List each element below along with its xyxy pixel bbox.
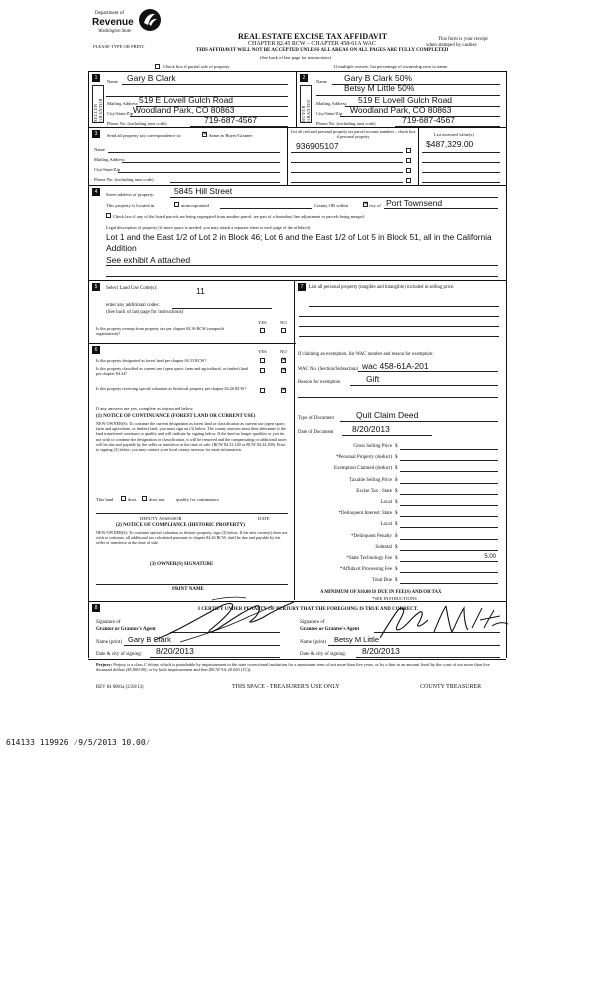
s3-phone-label: Phone No. (including area code)	[94, 177, 154, 182]
tax-row-label: Gross Selling Price	[353, 444, 392, 449]
legal-line2[interactable]: Addition	[106, 243, 137, 253]
land-use-see-back: (See back of last page for instructions)	[106, 310, 184, 315]
buyer-mailing-label: Mailing Address	[316, 101, 347, 106]
form-see-back: (See back of last page for instructions)	[260, 55, 331, 60]
form-chapter: CHAPTER 82.45 RCW – CHAPTER 458-61A WAC	[248, 41, 376, 47]
current-use-no-checkbox[interactable]	[281, 368, 286, 373]
reason-label: Reason for exemption	[298, 380, 341, 385]
legal-line1[interactable]: Lot 1 and the East 1/2 of Lot 2 in Block 46; Lot 6 and the East 1/2 of Lot 5 in Block 51, all in the California	[106, 232, 492, 242]
treasurer-space: THIS SPACE - TREASURER'S USE ONLY	[232, 684, 340, 690]
s3-name-label: Name	[94, 147, 105, 152]
seller-mailing-value[interactable]: 519 E Lovell Gulch Road	[139, 95, 234, 105]
grantee-name-label: Name (print)	[300, 640, 326, 645]
doc-type-label: Type of Document	[298, 416, 334, 421]
dept-line1: Department of	[95, 11, 125, 16]
forest-question: Is this property designated as forest land per chapter 84.33 RCW?	[96, 358, 207, 363]
tax-row-dollar: $	[395, 455, 398, 461]
historic-no-checkbox[interactable]	[281, 388, 286, 393]
section2-number: 2	[300, 74, 308, 82]
certify-statement: I CERTIFY UNDER PENALTY OF PERJURY THAT THE FOREGOING IS TRUE AND CORRECT.	[198, 607, 419, 612]
parcel-personal-checkbox-2[interactable]	[406, 158, 411, 163]
exemption-label: If claiming an exemption, list WAC number and reason for exemption:	[298, 352, 434, 357]
does-checkbox[interactable]	[121, 496, 126, 501]
does-label: does	[128, 497, 137, 502]
tax-row-dollar: $	[395, 500, 398, 505]
s3-mailing-label: Mailing Address	[94, 157, 125, 162]
seller-city-label: City/State/Zip	[107, 111, 134, 116]
if-yes-label: If any answers are yes, complete as instructed below.	[96, 406, 194, 411]
grantor-date-label: Date & city of signing:	[96, 652, 143, 657]
street-label: Street address of property:	[106, 192, 155, 197]
unincorporated-label: unincorporated	[181, 203, 209, 208]
tax-row-label: Total Due	[372, 578, 392, 584]
street-value[interactable]: 5845 Hill Street	[174, 186, 233, 196]
buyer-name-value2[interactable]: Betsy M Little 50%	[344, 83, 415, 93]
city-value[interactable]: Port Townsend	[386, 198, 443, 208]
forest-no-checkbox[interactable]	[281, 358, 286, 363]
tax-row-label: Excise Tax : State	[356, 488, 392, 494]
section3-number: 3	[92, 130, 100, 138]
forest-yes-checkbox[interactable]	[260, 358, 265, 363]
s6-no: NO	[280, 349, 287, 354]
perjury-notice	[96, 662, 504, 672]
perjury-label: Perjury:	[96, 662, 113, 667]
buyer-phone-label: Phone No. (including area code)	[316, 121, 376, 126]
city-checkbox[interactable]	[363, 202, 368, 207]
parcel-value[interactable]: 936905107	[296, 141, 339, 151]
grantor-signature	[150, 592, 300, 647]
parcel-personal-checkbox-3[interactable]	[406, 168, 411, 173]
notice2-title: (2) NOTICE OF COMPLIANCE (HISTORIC PROPERTY)	[116, 523, 245, 528]
doc-date-label: Date of Document	[298, 430, 334, 435]
does-not-checkbox[interactable]	[142, 496, 147, 501]
seller-name-label: Name	[107, 79, 118, 84]
s5-no: NO	[280, 320, 287, 325]
seller-grantor-tab: SELLER GRANTOR	[92, 85, 104, 123]
tax-row-dollar: $	[395, 466, 398, 472]
tax-row-dollar: $	[395, 567, 398, 573]
please-type: PLEASE TYPE OR PRINT	[93, 44, 145, 49]
tax-row-dollar: $	[395, 477, 398, 483]
section5-number: 5	[92, 283, 100, 291]
buyer-mailing-value[interactable]: 519 E Lovell Gulch Road	[358, 95, 453, 105]
form-warning: THIS AFFIDAVIT WILL NOT BE ACCEPTED UNLESS ALL AREAS ON ALL PAGES ARE FULLY COMPLETED	[196, 48, 449, 53]
partial-sale-checkbox[interactable]	[155, 64, 160, 69]
wac-label: WAC No. (Section/Subsection)	[298, 367, 359, 372]
tax-row-dollar: $	[395, 522, 398, 528]
current-use-question: Is this property classified as current use (open space, farm and agricultural, or timber) land per chapter 84.34?	[96, 366, 248, 377]
county-label: County OR within	[314, 203, 348, 208]
legal-label: Legal description of property (if more space is needed, you may attach a separate sheet to each page of the affidavit)	[106, 225, 311, 230]
s6-yes: YES	[258, 349, 267, 354]
tax-row-dollar: $	[395, 556, 398, 561]
city-of-label: city of	[369, 203, 381, 208]
grantor-name-label: Name (print)	[96, 640, 122, 645]
print-name-label: PRINT NAME	[172, 587, 204, 592]
section4-number: 4	[92, 188, 100, 196]
deputy-assessor-label: DEPUTY ASSESSOR	[140, 516, 182, 521]
buyer-name-value1[interactable]: Gary B Clark 50%	[344, 73, 413, 83]
dept-line2: Revenue	[92, 17, 134, 28]
grantee-name-value[interactable]: Betsy M Little	[334, 635, 380, 644]
grantor-agent-label: Grantor or Grantor's Agent	[96, 627, 156, 632]
section1-number: 1	[92, 74, 100, 82]
s3-city-label: City/State/Zip	[94, 167, 121, 172]
same-as-buyer-label: Same as Buyer/Grantee	[209, 133, 253, 138]
grantor-date-value[interactable]: 8/20/2013	[156, 646, 194, 656]
segregated-label: Check box if any of the listed parcels are being segregated from another parcel, are part of a boundary line adjustment or parcels being merged.	[113, 214, 365, 219]
recording-stamp: 614133 119926 ⁄9/5/2013 10.00⁄	[6, 738, 151, 747]
parcel-header: List all real and personal property tax parcel account numbers – check box if personal property	[290, 129, 416, 140]
buyer-city-value[interactable]: Woodland Park, CO 80863	[350, 105, 452, 115]
grantee-date-value[interactable]: 8/20/2013	[362, 646, 400, 656]
s5-yes: YES	[258, 320, 267, 325]
seller-name-value[interactable]: Gary B Clark	[127, 73, 176, 83]
seller-mailing-label: Mailing Address	[107, 101, 138, 106]
legal-line3[interactable]: See exhibit A attached	[106, 255, 191, 265]
dept-line3: Washington State	[98, 29, 132, 34]
located-label: This property is located in	[106, 203, 155, 208]
parcel-personal-checkbox-1[interactable]	[406, 148, 411, 153]
buyer-name-label: Name	[316, 79, 327, 84]
doc-type-value[interactable]: Quit Claim Deed	[356, 410, 419, 420]
section6-number: 6	[92, 346, 100, 354]
seller-phone-value[interactable]: 719-687-4567	[204, 115, 257, 125]
historic-question: Is this property receiving special valuation as historical property per chapter 84.26 RCW?	[96, 386, 247, 391]
tax-row-label: *Delinquent Penalty	[351, 533, 392, 539]
tax-row-label: Taxable Selling Price	[349, 477, 392, 483]
tax-row-label: Local	[380, 522, 392, 528]
exempt-yes-checkbox[interactable]	[260, 328, 265, 333]
grantee-agent-label: Grantee or Grantee's Agent	[300, 627, 360, 632]
section7-number: 7	[298, 283, 306, 291]
does-not-label: does not	[149, 497, 165, 502]
buyer-city-label: City/State/Zip	[316, 111, 343, 116]
tax-row-dollar: $	[395, 488, 398, 494]
minimum-due: A MINIMUM OF $10.00 IS DUE IN FEE(S) AND/OR TAX	[320, 590, 442, 595]
form-title: REAL ESTATE EXCISE TAX AFFIDAVIT	[238, 32, 388, 41]
segregated-checkbox[interactable]	[106, 213, 111, 218]
tax-row-dollar: $	[395, 444, 398, 449]
tax-row-dollar: $	[395, 544, 398, 550]
land-use-label: Select Land Use Code(s):	[106, 286, 158, 291]
seller-city-value[interactable]: Woodland Park, CO 80863	[133, 105, 235, 115]
notice2-body: NEW OWNER(S): To continue special valuation as historic property, sign (3) below. If the new owner(s) does not wish to continue, all additional tax calculated pursuant to chapter 84.26 RCW, shall be due and payable by the seller or transferor at the time of sale.	[96, 530, 288, 546]
tax-row-label: Subtotal	[375, 544, 392, 550]
tax-row-label: *Delinquent Interest: State	[338, 511, 392, 517]
personal-property-label: List all personal property (tangible and intangible) included in selling price.	[309, 285, 455, 290]
notice1-body: NEW OWNER(S): To continue the current designation as forest land or classification as current use (open space, farm and agriculture, or timber) land, you must sign on (3) below. The county assessor must then determine if the land transferred continues to qualify and will indicate by signing below. If the land no longer qualifies or you do not wish to continue the designation or classification, it will be removed and the compensating or additional taxes will be due and payable by the seller or transferor at the time of sale. (RCW 84.33.140 or RCW 84.34.108). Prior to signing (3) below, you may contact your local county assessor for more information.	[96, 421, 287, 453]
land-use-value[interactable]: 11	[196, 286, 205, 296]
dor-logo-icon	[138, 8, 162, 32]
tax-row-dollar: $	[395, 533, 398, 539]
seller-phone-label: Phone No. (including area code)	[107, 121, 167, 126]
tax-row-dollar: $	[395, 511, 398, 517]
notice1-title: (1) NOTICE OF CONTINUANCE (FOREST LAND OR CURRENT USE)	[96, 414, 256, 419]
additional-codes-label: enter any additional codes:	[106, 303, 160, 308]
tax-row-label: *State Technology Fee	[346, 556, 392, 561]
same-as-buyer-checkbox[interactable]	[202, 132, 207, 137]
grantor-name-value[interactable]: Gary B Clark	[128, 635, 171, 644]
tax-row-value[interactable]: 5.00	[484, 554, 496, 560]
section8-number: 8	[92, 604, 100, 612]
dor-logo	[92, 8, 162, 38]
assessed-value[interactable]: $487,329.00	[426, 139, 474, 149]
receipt-line1: This form is your receipt	[438, 37, 488, 42]
partial-sale-label: Check box if partial sale of property	[163, 64, 230, 69]
perjury-text: Perjury is a class C felony which is punishable by imprisonment in the state correctional institution for a maximum term of not more than five years, or by a fine in an amount fixed by the court of not more than five thousand dollars ($5,000.00), or by both imprisonment and fine (RCW 9A.20.020 (1C)).	[96, 662, 490, 673]
assessed-header: List assessed value(s)	[434, 132, 474, 137]
unincorporated-checkbox[interactable]	[174, 202, 179, 207]
tax-row-label: *Personal Property (deduct)	[335, 455, 392, 461]
grantor-sig-label: Signature of	[96, 620, 121, 625]
see-instructions: *SEE INSTRUCTIONS	[372, 596, 417, 601]
qualify-label: qualify for continuance	[176, 497, 219, 502]
exempt-question: Is this property exempt from property tax per chapter 84.36 RCW (nonprofit organization)?	[96, 326, 225, 337]
grantee-date-label: Date & city of signing:	[300, 652, 347, 657]
rev-number: REV 84 0001a (2/28/13)	[96, 685, 144, 690]
send-correspondence-label: Send all property tax correspondence to:	[107, 133, 182, 138]
tax-row-label: Local	[380, 500, 392, 505]
tax-row-dollar: $	[395, 578, 398, 584]
buyer-grantee-tab: BUYER GRANTEE	[300, 85, 312, 123]
exempt-no-checkbox[interactable]	[281, 328, 286, 333]
current-use-yes-checkbox[interactable]	[260, 368, 265, 373]
doc-date-value[interactable]: 8/20/2013	[352, 424, 390, 434]
parcel-personal-checkbox-4[interactable]	[406, 178, 411, 183]
reason-value[interactable]: Gift	[366, 374, 380, 384]
wac-value[interactable]: wac 458-61A-201	[362, 361, 429, 371]
deputy-date-label: DATE	[258, 516, 270, 521]
tax-row-label: *Affidavit Processing Fee	[339, 567, 392, 573]
historic-yes-checkbox[interactable]	[260, 388, 265, 393]
grantee-signature	[372, 598, 512, 648]
grantee-sig-label: Signature of	[300, 620, 325, 625]
this-land-label: This land	[96, 497, 114, 502]
county-treasurer: COUNTY TREASURER	[420, 684, 482, 690]
buyer-phone-value[interactable]: 719-687-4567	[402, 115, 455, 125]
tax-row-label: Exemption Claimed (deduct)	[333, 466, 392, 472]
receipt-line2: when stamped by cashier.	[426, 43, 478, 48]
owner-signature-label: (3) OWNER(S) SIGNATURE	[150, 562, 214, 567]
multiple-owners-label: If multiple owners, list percentage of ownership next to name.	[334, 64, 449, 69]
